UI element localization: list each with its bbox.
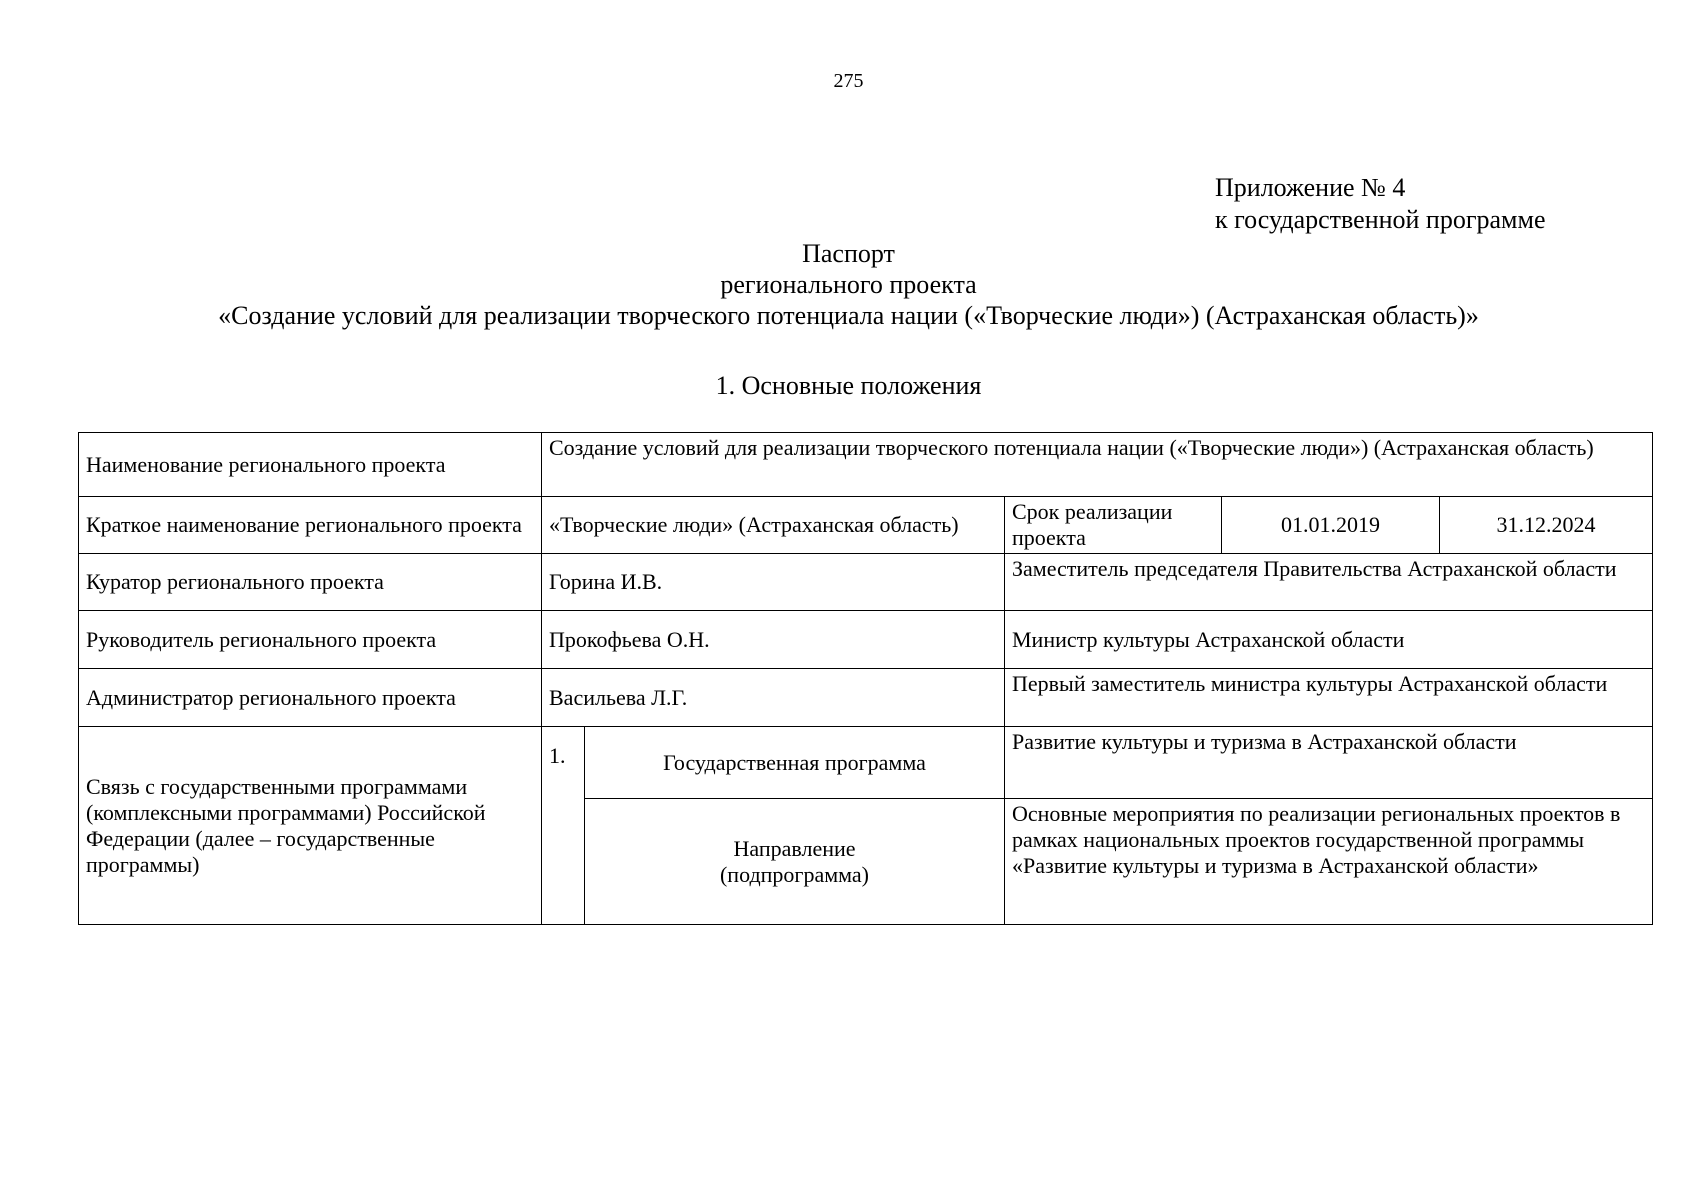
appendix-note (1215, 172, 1546, 236)
title-line-2: регионального проекта (720, 270, 977, 299)
admin-position: Первый заместитель министра культуры Астраханской области (1005, 669, 1653, 727)
end-date: 31.12.2024 (1440, 497, 1653, 554)
row-head-label: Руководитель регионального проекта (79, 611, 542, 669)
table-row (79, 727, 1653, 799)
title-line-1: Паспорт (802, 239, 895, 268)
row-name-label: Наименование регионального проекта (79, 433, 542, 497)
direction-value: Основные мероприятия по реализации региональных проектов в рамках национальных проектов государственной программы «Развитие культуры и туризма в Астраханской области» (1005, 799, 1653, 925)
section-heading: 1. Основные положения (715, 371, 982, 400)
term-label: Срок реализации проекта (1005, 497, 1222, 554)
direction-label-line-1: Направление (733, 835, 856, 861)
page-number: 275 (833, 70, 864, 92)
document-title (0, 238, 1697, 331)
curator-position: Заместитель председателя Правительства Астраханской области (1005, 554, 1653, 611)
admin-person: Васильева Л.Г. (542, 669, 1005, 727)
row-link-label: Связь с государственными программами (комплексными программами) Российской Федерации (далее – государственные программы) (79, 727, 542, 925)
program-value: Развитие культуры и туризма в Астраханской области (1005, 727, 1653, 799)
row-link-number: 1. (542, 727, 585, 925)
direction-label (585, 799, 1005, 925)
table-row (79, 611, 1653, 669)
passport-table (78, 432, 1653, 925)
row-short-name-label: Краткое наименование регионального проекта (79, 497, 542, 554)
row-name-value: Создание условий для реализации творческого потенциала нации («Творческие люди») (Астраханская область) (542, 433, 1653, 497)
row-curator-label: Куратор регионального проекта (79, 554, 542, 611)
start-date: 01.01.2019 (1222, 497, 1440, 554)
direction-label-line-2: (подпрограмма) (719, 861, 869, 887)
title-line-3: «Создание условий для реализации творческого потенциала нации («Творческие люди») (Астраханская область)» (218, 301, 1479, 330)
curator-person: Горина И.В. (542, 554, 1005, 611)
row-short-name-value: «Творческие люди» (Астраханская область) (542, 497, 1005, 554)
program-label: Государственная программа (585, 727, 1005, 799)
appendix-line-2: к государственной программе (1215, 205, 1546, 234)
table-row (79, 433, 1653, 497)
head-person: Прокофьева О.Н. (542, 611, 1005, 669)
row-admin-label: Администратор регионального проекта (79, 669, 542, 727)
table-row (79, 554, 1653, 611)
table-row (79, 497, 1653, 554)
appendix-line-1: Приложение № 4 (1215, 173, 1406, 202)
head-position: Министр культуры Астраханской области (1005, 611, 1653, 669)
table-row (79, 669, 1653, 727)
